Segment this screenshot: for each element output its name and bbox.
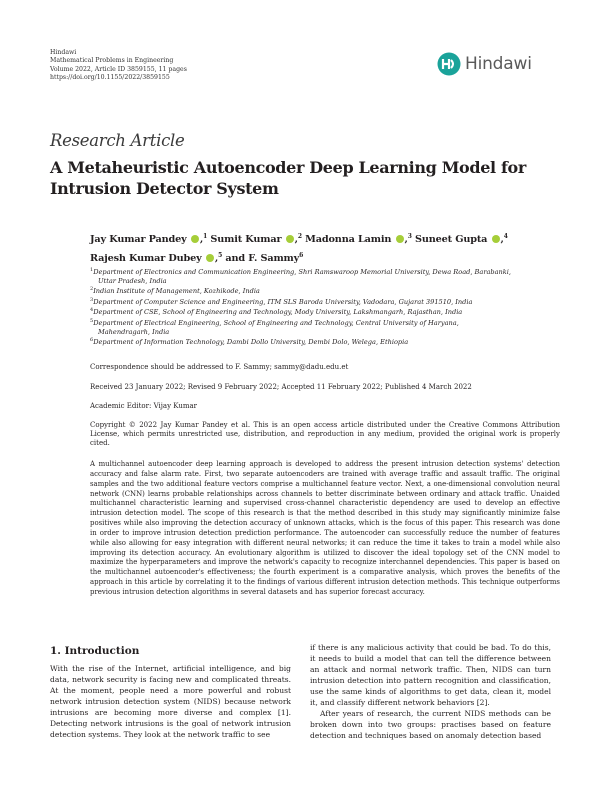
author-affil-number: 6 (299, 252, 304, 259)
author-name[interactable]: F. Sammy (248, 253, 300, 264)
section-heading: 1. Introduction (50, 645, 140, 657)
journal-name: Mathematical Problems in Engineering (50, 57, 174, 65)
affiliation-list (90, 266, 560, 347)
volume-info: Volume 2022, Article ID 3859155, 11 pages (50, 65, 187, 73)
affiliation: $^6$Department of Information Technology, Dambi Dollo University, Dembi Dolo, Welega, Ethiopia (90, 337, 409, 347)
author-affil-number: 2 (297, 233, 302, 240)
body-column-right (310, 642, 551, 741)
orcid-icon[interactable] (191, 235, 199, 243)
affiliation: $^3$Department of Computer Science and Engineering, ITM SLS Baroda University, Vadodara, Gujarat 391510, India (90, 296, 473, 306)
orcid-icon[interactable] (396, 235, 404, 243)
paragraph: After years of research, the current NIDS methods can be broken down into two groups: practises based on feature detection and techniques based on anomaly detection based (310, 709, 551, 740)
affiliation: $^2$Indian Institute of Management, Kozhikode, India (90, 286, 260, 296)
academic-editor: Academic Editor: Vijay Kumar (90, 402, 198, 410)
paragraph: if there is any malicious activity that could be bad. To do this, it needs to build a model that can tell the difference between an attack and normal network traffic. Then, NIDS can turn intrusion detection into pattern recognition and classification, use the same kinds of algorithms to get data, clean it, model it, and classify different network behaviors [2]. (310, 643, 551, 707)
copyright-notice: Copyright © 2022 Jay Kumar Pandey et al. This is an open access article distributed under the Creative Commons Attribution License, which permits unrestricted use, distribution, and reproduction in any medium, provided the original work is properly cited. (90, 421, 560, 447)
doi-link[interactable]: https://doi.org/10.1155/2022/3859155 (50, 73, 170, 81)
orcid-icon[interactable] (286, 235, 294, 243)
authors-conjunction: and (225, 253, 246, 264)
author-affil-number: 5 (218, 252, 223, 259)
abstract: A multichannel autoencoder deep learning approach is developed to address the present intrusion detection systems' detection accuracy and false alarm rate. First, two separate autoencoders are trained with average traffic and assault traffic. The original samples and the two additional feature vectors comprise a multichannel feature vector. Next, a one-dimensional convolution neural network (CNN) learns probable relationships across channels to better discriminate between ordinary and attack traffic. Unaided multichannel characteristic learning and supervised cross-channel characteristic dependency are used to develop an effective intrusion detection model. The scope of this research is that the method described in this study may significantly minimize false positives while also improving the detection accuracy of unknown attacks, which is the focus of this paper. This research was done in order to improve intrusion detection prediction performance. The autoencoder can successfully reduce the number of features while also allowing for easy integration with different neural networks; it can reduce the time it takes to train a model while also improving its detection accuracy. An evolutionary algorithm is utilized to discover the ideal topology set of the CNN model to maximize the hyperparameters and improve the network's capacity to recognize interchannel dependencies. This paper is based on the multichannel autoencoder's effectiveness; the fourth experiment is a comparative analysis, which proves the benefits of the approach in this article by correlating it to the findings of various different intrusion detection methods. This technique outperforms previous intrusion detection algorithms in several datasets and has superior forecast accuracy. (90, 460, 560, 596)
author-name[interactable]: Jay Kumar Pandey (90, 234, 187, 245)
author-name[interactable]: Sumit Kumar (210, 234, 282, 245)
orcid-icon[interactable] (206, 254, 214, 262)
affiliation: $^4$Department of CSE, School of Engineering and Technology, Mody University, Lakshmangarh, Rajasthan, India (90, 307, 463, 317)
journal-header (50, 49, 187, 82)
logo-wordmark: Hindawi (465, 54, 532, 74)
author-name[interactable]: Madonna Lamin (305, 234, 392, 245)
author-name[interactable]: Rajesh Kumar Dubey (90, 253, 202, 264)
affiliation: $^5$Department of Electrical Engineering, School of Engineering and Technology, Central University of Haryana, (90, 317, 459, 327)
hindawi-logo[interactable] (437, 52, 551, 76)
publisher-name: Hindawi (50, 49, 77, 56)
author-name[interactable]: Suneet Gupta (415, 234, 488, 245)
orcid-icon[interactable] (492, 235, 500, 243)
affiliation-continued: Uttar Pradesh, India (98, 276, 167, 285)
author-affil-number: 4 (503, 233, 508, 240)
page-title: A Metaheuristic Autoencoder Deep Learning Model for Intrusion Detector System (50, 158, 526, 198)
author-list: Jay Kumar Pandey ,$^1$ Sumit Kumar ,$^2$ Madonna Lamin ,$^3$ Suneet Gupta ,$^4$ Rajesh Kumar Dubey ,$^5$ and F. Sammy$^6$ (90, 233, 508, 264)
affiliation-continued: Mahendragarh, India (98, 327, 170, 336)
publication-dates: Received 23 January 2022; Revised 9 February 2022; Accepted 11 February 2022; Published 4 March 2022 (90, 383, 472, 391)
affiliation: $^1$Department of Electronics and Communication Engineering, Shri Ramswaroop Memorial University, Dewa Road, Barabanki, (90, 267, 512, 276)
author-affil-number: 3 (407, 233, 412, 240)
body-column-left: With the rise of the Internet, artificial intelligence, and big data, network security is facing new and complicated threats. At the moment, people need a more powerful and robust network intrusion detection system (NIDS) because network intrusions are becoming more diverse and complex [1]. Detecting network intrusions is the goal of network intrusion detection systems. They look at the network traffic to see (50, 664, 291, 739)
author-affil-number: 1 (203, 233, 208, 240)
article-type: Research Article (50, 131, 185, 150)
correspondence: Correspondence should be addressed to F. Sammy; sammy@dadu.edu.et (90, 363, 349, 371)
hindawi-logo-icon (437, 52, 461, 76)
